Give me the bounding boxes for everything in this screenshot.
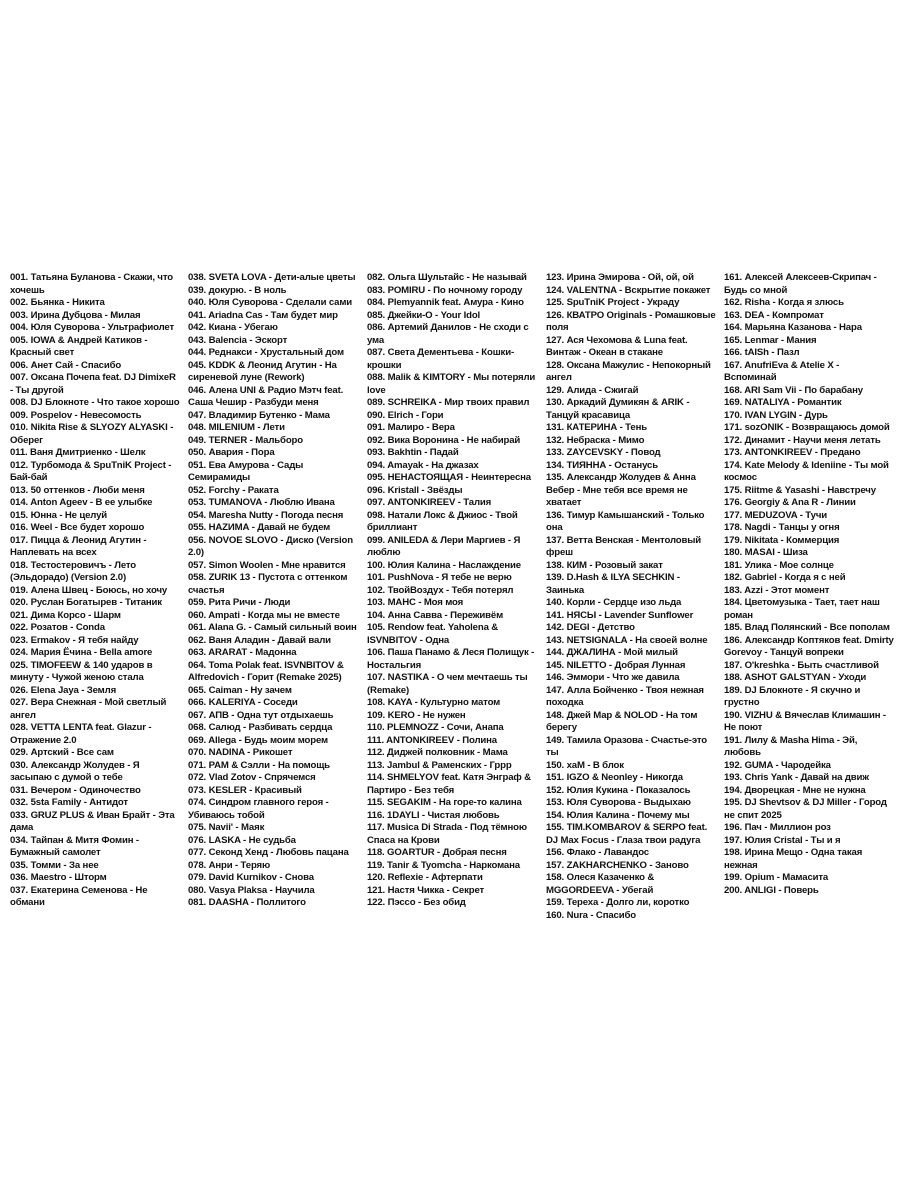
track-entry: 061. Alana G. - Самый сильный воин bbox=[188, 622, 357, 633]
track-entry: 084. Plemyannik feat. Амура - Кино bbox=[367, 297, 524, 308]
track-entry: 148. Джей Мар & NOLOD - На том берегу bbox=[546, 709, 698, 733]
track-entry: 140. Корли - Сердце изо льда bbox=[546, 597, 682, 608]
track-entry: 089. SCHREIKA - Мир твоих правил bbox=[367, 397, 530, 408]
track-entry: 178. Nagdi - Танцы у огня bbox=[724, 522, 840, 533]
track-entry: 119. Tanir & Tyomcha - Наркомана bbox=[367, 859, 520, 871]
track-entry: 131. КАТЕРИНА - Тень bbox=[546, 422, 647, 433]
track-entry: 030. Александр Жолудев - Я засыпаю с думой о тебе bbox=[10, 759, 140, 783]
track-entry: 051. Ева Амурова - Сады Семирамиды bbox=[188, 459, 304, 483]
track-entry: 166. tAISh - Пазл bbox=[724, 347, 800, 358]
track-entry: 130. Аркадий Думикян & ARIK - Танцуй красавица bbox=[546, 397, 690, 421]
track-entry: 015. Юнна - Не целуй bbox=[10, 509, 108, 521]
track-entry: 125. SpuTniK Project - Украду bbox=[546, 297, 680, 308]
track-entry: 174. Kate Melody & Ideniine - Ты мой космос bbox=[724, 459, 889, 483]
track-entry: 009. Pospelov - Невесомость bbox=[10, 409, 142, 421]
track-entry: 151. IGZO & Neonley - Никогда bbox=[546, 772, 683, 783]
track-entry: 196. Пач - Миллион роз bbox=[724, 822, 831, 833]
track-entry: 121. Настя Чикка - Секрет bbox=[367, 884, 485, 896]
track-entry: 032. 5sta Family - Антидот bbox=[10, 797, 128, 808]
track-entry: 047. Владимир Бутенко - Мама bbox=[188, 409, 330, 421]
track-entry: 011. Ваня Дмитриенко - Шелк bbox=[10, 447, 146, 458]
track-entry: 097. ANTONKIREEV - Талия bbox=[367, 497, 492, 508]
track-entry: 161. Алексей Алексеев-Скрипач - Будь со мной bbox=[724, 272, 877, 296]
track-entry: 020. Руслан Богатырев - Титаник bbox=[10, 597, 162, 608]
track-entry: 041. Ariadna Cas - Там будет мир bbox=[188, 309, 338, 321]
track-entry: 101. PushNova - Я тебе не верю bbox=[367, 572, 512, 583]
track-entry: 182. Gabriel - Когда я с ней bbox=[724, 572, 846, 583]
track-entry: 110. PLEMNOZZ - Сочи, Анапа bbox=[367, 722, 504, 733]
track-entry: 113. Jambul & Раменских - Гррр bbox=[367, 759, 512, 771]
track-entry: 045. KDDK & Леонид Агутин - На сиреневой луне (Rework) bbox=[188, 359, 337, 383]
track-entry: 003. Ирина Дубцова - Милая bbox=[10, 309, 141, 321]
track-entry: 150. хаМ - В блок bbox=[546, 759, 624, 771]
track-entry: 177. MEDUZOVA - Тучи bbox=[724, 509, 827, 521]
track-entry: 187. O'kreshka - Быть счастливой bbox=[724, 659, 879, 671]
track-entry: 078. Анри - Теряю bbox=[188, 859, 271, 871]
track-entry: 175. Riitme & Yasashi - Навстречу bbox=[724, 484, 876, 496]
track-entry: 132. Небраска - Мимо bbox=[546, 434, 645, 446]
track-entry: 199. Opium - Мамасита bbox=[724, 872, 829, 883]
track-entry: 126. КВАТРО Originals - Ромашковые поля bbox=[546, 309, 716, 333]
track-entry: 073. KESLER - Красивый bbox=[188, 784, 302, 796]
track-entry: 043. Balencia - Эскорт bbox=[188, 334, 288, 346]
track-entry: 170. IVAN LYGIN - Дурь bbox=[724, 409, 828, 421]
track-entry: 023. Ermakov - Я тебя найду bbox=[10, 634, 139, 646]
track-entry: 159. Тереха - Долго ли, коротко bbox=[546, 897, 690, 908]
track-entry: 188. ASHOT GALSTYAN - Уходи bbox=[724, 672, 867, 683]
track-entry: 046. Алена UNI & Радио Мэтч feat. Саша Чешир - Разбуди меня bbox=[188, 384, 344, 408]
track-entry: 054. Maresha Nutty - Погода песня bbox=[188, 509, 344, 521]
track-entry: 096. Kristall - Звёзды bbox=[367, 484, 463, 496]
track-entry: 200. ANLIGI - Поверь bbox=[724, 884, 819, 896]
track-entry: 114. SHMELYOV feat. Катя Энграф & Партиро - Без тебя bbox=[367, 772, 531, 796]
track-entry: 108. KAYA - Культурно матом bbox=[367, 697, 501, 708]
track-entry: 152. Юлия Кукина - Показалось bbox=[546, 784, 691, 796]
track-entry: 095. НЕНАСТОЯЩАЯ - Неинтересна bbox=[367, 472, 531, 483]
track-entry: 173. ANTONKIREEV - Предано bbox=[724, 447, 861, 458]
track-entry: 185. Влад Полянский - Все пополам bbox=[724, 622, 890, 633]
track-entry: 149. Тамила Оразова - Счастье-это ты bbox=[546, 734, 708, 758]
track-entry: 048. MILENIUM - Лети bbox=[188, 422, 285, 433]
track-entry: 099. ANILEDA & Лери Маргиев - Я люблю bbox=[367, 534, 521, 558]
track-entry: 171. sozONIK - Возвращаюсь домой bbox=[724, 422, 890, 433]
track-entry: 184. Цветомузыка - Тает, тает наш роман bbox=[724, 597, 880, 621]
track-entry: 162. Risha - Когда я злюсь bbox=[724, 297, 844, 308]
track-entry: 042. Киана - Убегаю bbox=[188, 322, 278, 333]
track-entry: 107. NASTIKA - О чем мечтаешь ты (Remake) bbox=[367, 672, 528, 696]
track-entry: 146. Эммори - Что же давила bbox=[546, 672, 680, 683]
track-entry: 082. Ольга Шультайс - Не называй bbox=[367, 272, 527, 283]
track-entry: 029. Артский - Все сам bbox=[10, 747, 114, 758]
track-entry: 053. TUMANOVA - Люблю Ивана bbox=[188, 497, 335, 508]
track-entry: 025. TIMOFEEW & 140 ударов в минуту - Чужой женою стала bbox=[10, 659, 153, 683]
track-entry: 098. Натали Локс & Джиос - Твой бриллиант bbox=[367, 509, 518, 533]
track-entry: 006. Анет Сай - Спасибо bbox=[10, 359, 122, 371]
track-entry: 057. Simon Woolen - Мне нравится bbox=[188, 559, 346, 571]
track-entry: 169. NATALIYA - Романтик bbox=[724, 397, 842, 408]
track-entry: 010. Nikita Rise & SLYOZY ALYASKI - Оберег bbox=[10, 422, 174, 446]
track-entry: 050. Авария - Пора bbox=[188, 447, 275, 458]
track-entry: 026. Elena Jaya - Земля bbox=[10, 684, 117, 696]
track-entry: 074. Синдром главного героя - Убиваюсь тобой bbox=[188, 797, 329, 821]
track-entry: 058. ZURIK 13 - Пустота с оттенком счастья bbox=[188, 572, 348, 596]
track-entry: 135. Александр Жолудев & Анна Вебер - Мне тебя все время не хватает bbox=[546, 472, 696, 508]
tracklist-column-3 bbox=[367, 272, 539, 910]
track-entry: 066. KALERIYA - Соседи bbox=[188, 697, 298, 708]
track-entry: 157. ZAKHARCHENKO - Заново bbox=[546, 859, 689, 871]
track-entry: 145. NILETTO - Добрая Лунная bbox=[546, 659, 686, 671]
track-entry: 081. DAASHA - Поллитого bbox=[188, 897, 306, 908]
track-entry: 102. ТвойВоздух - Тебя потерял bbox=[367, 584, 514, 596]
track-entry: 176. Georgiy & Ana R - Линии bbox=[724, 497, 856, 508]
track-entry: 024. Мария Ёчина - Bella amore bbox=[10, 647, 153, 658]
tracklist-sheet bbox=[0, 272, 900, 942]
track-entry: 106. Паша Панамо & Леся Полищук - Ностальгия bbox=[367, 647, 535, 671]
track-entry: 127. Ася Чехомова & Luna feat. Винтаж - Океан в стакане bbox=[546, 334, 688, 358]
track-entry: 062. Ваня Аладин - Давай вали bbox=[188, 634, 331, 646]
track-entry: 079. David Kurnikov - Снова bbox=[188, 872, 314, 883]
track-entry: 112. Диджей полковник - Мама bbox=[367, 747, 508, 758]
track-entry: 117. Musica Di Strada - Под тёмною Спаса на Крови bbox=[367, 822, 527, 846]
track-entry: 120. Reflexie - Афтерпати bbox=[367, 872, 483, 883]
track-entry: 033. GRUZ PLUS & Иван Брайт - Эта дама bbox=[10, 809, 175, 833]
track-entry: 198. Ирина Мещо - Одна такая нежная bbox=[724, 847, 863, 871]
track-entry: 193. Chris Yank - Давай на движ bbox=[724, 772, 869, 783]
track-entry: 190. VIZHU & Вячеслав Климашин - Не поют bbox=[724, 709, 886, 733]
track-entry: 086. Артемий Данилов - Не сходи с ума bbox=[367, 322, 529, 346]
track-entry: 085. Джейки-О - Your Idol bbox=[367, 309, 481, 321]
track-entry: 128. Оксана Мажулис - Непокорный ангел bbox=[546, 359, 711, 383]
track-entry: 038. SVETA LOVA - Дети-алые цветы bbox=[188, 272, 356, 283]
track-entry: 076. LASKA - Не судьба bbox=[188, 834, 296, 846]
track-entry: 083. POMIRU - По ночному городу bbox=[367, 284, 523, 296]
track-entry: 195. DJ Shevtsov & DJ Miller - Город не спит 2025 bbox=[724, 797, 887, 821]
track-entry: 039. докурю. - В ноль bbox=[188, 284, 287, 296]
track-entry: 035. Томми - За нее bbox=[10, 859, 99, 871]
track-entry: 115. SEGAKIM - На горе-то калина bbox=[367, 797, 522, 808]
track-entry: 142. DEGI - Детство bbox=[546, 622, 635, 633]
track-entry: 122. Пэссо - Без обид bbox=[367, 897, 466, 908]
track-entry: 021. Дима Корсо - Шарм bbox=[10, 609, 121, 621]
track-entry: 018. Тестостеровичъ - Лето (Эльдорадо) (Version 2.0) bbox=[10, 559, 137, 583]
track-entry: 008. DJ Блокнотe - Что такое хорошо bbox=[10, 397, 180, 408]
track-entry: 155. TIM.KOMBAROV & SERPO feat. DJ Max Focus - Глаза твои радуга bbox=[546, 822, 708, 846]
track-entry: 197. Юлия Cristal - Ты и я bbox=[724, 834, 841, 846]
track-entry: 158. Олеся Казаченко & MGGORDEEVA - Убегай bbox=[546, 872, 655, 896]
track-entry: 194. Дворецкая - Мне не нужна bbox=[724, 784, 866, 796]
track-entry: 100. Юлия Калина - Наслаждение bbox=[367, 559, 521, 571]
track-entry: 164. Марьяна Казанова - Нара bbox=[724, 322, 862, 333]
tracklist-column-2 bbox=[188, 272, 358, 910]
track-entry: 005. IOWA & Андрей Катиков - Красный свет bbox=[10, 334, 148, 358]
track-entry: 138. КИМ - Розовый закат bbox=[546, 559, 663, 571]
track-entry: 189. DJ Блокнотe - Я скучно и грустно bbox=[724, 684, 861, 708]
track-entry: 133. ZAYCEVSKY - Повод bbox=[546, 447, 661, 458]
track-entry: 186. Александр Коптяков feat. Dmirty Gorevoy - Танцуй вопреки bbox=[724, 634, 894, 658]
track-entry: 092. Вика Воронина - Не набирай bbox=[367, 434, 521, 446]
track-entry: 001. Татьяна Буланова - Скажи, что хочешь bbox=[10, 272, 173, 296]
track-entry: 116. 1DAYLI - Чистая любовь bbox=[367, 809, 500, 821]
track-entry: 165. Lenmar - Мания bbox=[724, 334, 817, 346]
track-entry: 055. HAZИМА - Давай не будем bbox=[188, 522, 331, 533]
track-entry: 037. Екатерина Семенова - Не обмани bbox=[10, 884, 148, 908]
track-entry: 137. Ветта Венская - Ментоловый фреш bbox=[546, 534, 702, 558]
track-entry: 134. ТИЯННА - Останусь bbox=[546, 459, 658, 471]
track-entry: 069. Allega - Будь моим морем bbox=[188, 734, 328, 746]
track-entry: 109. KERO - Не нужен bbox=[367, 709, 466, 721]
track-entry: 141. НЯСЫ - Lavender Sunflower bbox=[546, 609, 694, 621]
track-entry: 007. Оксана Почепа feat. DJ DimixeR - Ты другой bbox=[10, 372, 176, 396]
track-entry: 143. NETSIGNALA - На своей волне bbox=[546, 634, 708, 646]
track-entry: 105. Rendow feat. Yaholena & ISVNBITOV - Одна bbox=[367, 622, 499, 646]
track-entry: 088. Malik & KIMTORY - Мы потеряли love bbox=[367, 372, 536, 396]
tracklist-column-5 bbox=[724, 272, 894, 897]
track-entry: 012. Турбомода & SpuTniK Project - Бай-бай bbox=[10, 459, 172, 483]
track-entry: 016. Weel - Все будет хорошо bbox=[10, 522, 145, 533]
track-entry: 014. Anton Ageev - В ее улыбке bbox=[10, 497, 153, 508]
track-entry: 022. Розатов - Conda bbox=[10, 622, 105, 633]
track-entry: 064. Toma Polak feat. ISVNBITOV & Alfredovich - Горит (Remake 2025) bbox=[188, 659, 344, 683]
track-entry: 104. Анна Савва - Переживём bbox=[367, 609, 504, 621]
track-entry: 017. Пицца & Леонид Агутин - Наплевать на всех bbox=[10, 534, 147, 558]
track-entry: 129. Алида - Сжигай bbox=[546, 384, 639, 396]
track-entry: 072. Vlad Zotov - Спрячемся bbox=[188, 772, 316, 783]
track-entry: 065. Caiman - Ну зачем bbox=[188, 684, 292, 696]
track-entry: 181. Улика - Мое солнце bbox=[724, 559, 834, 571]
tracklist-column-1 bbox=[10, 272, 180, 910]
track-entry: 068. Салюд - Разбивать сердца bbox=[188, 722, 333, 733]
track-entry: 070. NADINA - Рикошет bbox=[188, 747, 293, 758]
track-entry: 087. Света Дементьева - Кошки-крошки bbox=[367, 347, 515, 371]
track-entry: 059. Рита Ричи - Люди bbox=[188, 597, 291, 608]
track-entry: 090. Elrich - Гори bbox=[367, 409, 444, 421]
track-entry: 167. AnufriEva & Atelie X - Вспоминай bbox=[724, 359, 840, 383]
track-entry: 063. ARARAT - Мадонна bbox=[188, 647, 297, 658]
track-entry: 052. Forchy - Раката bbox=[188, 484, 279, 496]
track-entry: 147. Алла Бойченко - Твоя нежная походка bbox=[546, 684, 704, 708]
track-entry: 002. Бьянка - Никита bbox=[10, 297, 105, 308]
track-entry: 067. АПВ - Одна тут отдыхаешь bbox=[188, 709, 334, 721]
track-entry: 075. Navii' - Маяк bbox=[188, 822, 265, 833]
track-entry: 123. Ирина Эмирова - Ой, ой, ой bbox=[546, 272, 694, 283]
track-entry: 191. Лилу & Masha Hima - Эй, любовь bbox=[724, 734, 858, 758]
track-entry: 019. Алена Швец - Боюсь, но хочу bbox=[10, 584, 168, 596]
track-entry: 060. Ampati - Когда мы не вместе bbox=[188, 609, 340, 621]
track-entry: 180. MASAI - Шиза bbox=[724, 547, 808, 558]
track-entry: 163. DEA - Компромат bbox=[724, 309, 824, 321]
track-entry: 080. Vasya Plaksa - Научила bbox=[188, 884, 315, 896]
track-entry: 111. ANTONKIREEV - Полина bbox=[367, 734, 497, 746]
track-entry: 154. Юлия Калина - Почему мы bbox=[546, 809, 690, 821]
track-entry: 077. Секонд Хенд - Любовь пацана bbox=[188, 847, 349, 858]
track-entry: 094. Amayak - На джазах bbox=[367, 459, 479, 471]
track-entry: 172. Динамит - Научи меня летать bbox=[724, 434, 881, 446]
track-entry: 036. Maestro - Шторм bbox=[10, 872, 107, 883]
track-entry: 168. ARI Sam Vii - По барабану bbox=[724, 384, 863, 396]
track-entry: 153. Юля Суворова - Выдыхаю bbox=[546, 797, 691, 808]
track-entry: 093. Bakhtin - Падай bbox=[367, 447, 459, 458]
track-entry: 031. Вечером - Одиночество bbox=[10, 784, 141, 796]
track-entry: 056. NOVOE SLOVO - Диско (Version 2.0) bbox=[188, 534, 353, 558]
track-entry: 044. Реднакси - Хрустальный дом bbox=[188, 347, 344, 358]
track-entry: 071. PAM & Сэлли - На помощь bbox=[188, 759, 330, 771]
tracklist-column-4 bbox=[546, 272, 718, 922]
track-entry: 118. GOARTUR - Добрая песня bbox=[367, 847, 507, 858]
track-entry: 179. Nikitata - Коммерция bbox=[724, 534, 840, 546]
track-entry: 136. Тимур Камышанский - Только она bbox=[546, 509, 705, 533]
track-entry: 160. Nura - Спасибо bbox=[546, 909, 636, 921]
track-entry: 183. Azzi - Этот момент bbox=[724, 584, 830, 596]
track-entry: 049. TERNER - Мальборо bbox=[188, 434, 303, 446]
track-entry: 091. Малиро - Вера bbox=[367, 422, 455, 433]
track-entry: 139. D.Hash & ILYA SECHKIN - Заинька bbox=[546, 572, 680, 596]
track-entry: 034. Тайпан & Митя Фомин - Бумажный самолет bbox=[10, 834, 139, 858]
track-entry: 192. GUMA - Чародейка bbox=[724, 759, 831, 771]
track-entry: 004. Юля Суворова - Ультрафиолет bbox=[10, 322, 174, 333]
track-entry: 013. 50 оттенков - Люби меня bbox=[10, 484, 145, 496]
track-entry: 028. VETTA LENTA feat. Glazur - Отражение 2.0 bbox=[10, 722, 152, 746]
track-entry: 103. МАНС - Моя моя bbox=[367, 597, 464, 608]
track-entry: 156. Флако - Лавандос bbox=[546, 847, 649, 858]
track-entry: 040. Юля Суворова - Сделали сами bbox=[188, 297, 353, 308]
track-entry: 144. ДЖАЛИНА - Мой милый bbox=[546, 647, 678, 658]
track-entry: 124. VALENTNA - Вскрытие покажет bbox=[546, 284, 711, 296]
track-entry: 027. Вера Снежная - Мой светлый ангел bbox=[10, 697, 167, 721]
